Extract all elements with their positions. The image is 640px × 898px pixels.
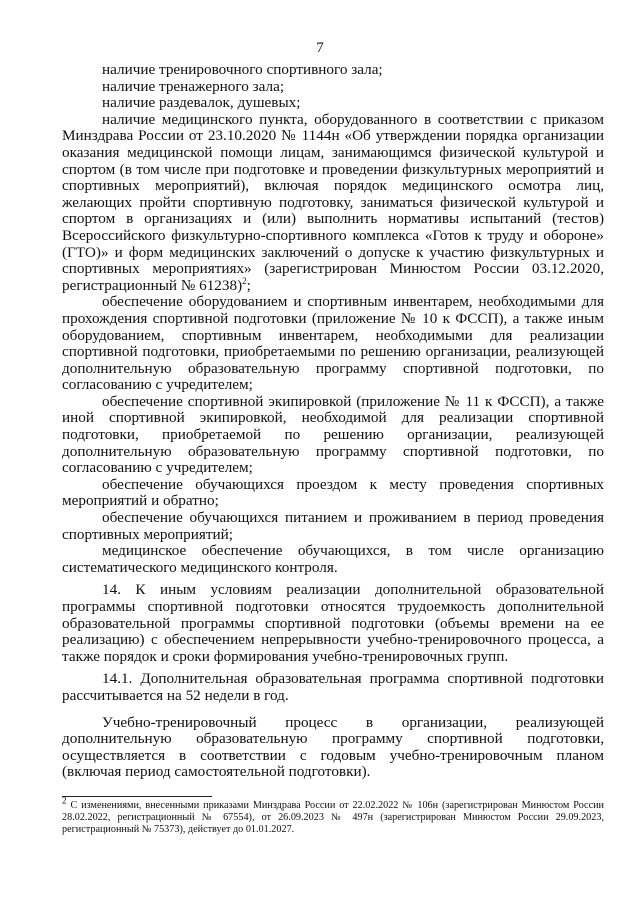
paragraph-gym: наличие тренажерного зала; (102, 77, 285, 95)
paragraph-medical-point-text: наличие медицинского пункта, оборудованного в соответствии с приказом Минздрава России от 23.10.2020 № 1144н «Об утверждении порядка организации оказания медицинской помощи лицам, занимающимся физической культурой и спортом (в том числе при подготовке и проведении физкультурных мероприятий и спортивных мероприятий), включая порядок медицинского осмотра лиц, желающих пройти спортивную подготовку, заниматься физической культурой и спортом в организациях и (или) выполнить нормативы испытаний (тестов) Всероссийского физкультурно-спортивного комплекса «Готов к труду и обороне» (ГТО)» и форм медицинских заключений о допуске к участию физкультурных и спортивных мероприятиях» (зарегистрирован Минюстом России 03.12.2020, регистрационный № 61238) (62, 110, 604, 294)
paragraph-medical-point-tail: ; (246, 276, 251, 294)
footnote-text: С изменениями, внесенными приказами Минздрава России от 22.02.2022 № 106н (зарегистрирован Минюстом России 28.02.2022, регистрационный № 67554), от 26.09.2023 № 497н (зарегистрирован Минюстом России 29.09.2023, регистрационный № 75373), действует до 01.01.2027. (62, 800, 605, 835)
paragraph-section-14: 14. К иным условиям реализации дополнительной образовательной программы спортивной подготовки относятся трудоемкость дополнительной образовательной программы спортивной подготовки (объемы времени на ее реализацию) с обеспечением непрерывности учебно-тренировочного процесса, а также порядок и сроки формирования учебно-тренировочных групп. (62, 581, 604, 665)
paragraph-training-process: Учебно-тренировочный процесс в организации, реализующей дополнительную образовательную программу спортивной подготовки, осуществляется в соответствии с годовым учебно-тренировочным планом (включая период самостоятельной подготовки). (62, 713, 604, 781)
paragraph-changing-rooms: наличие раздевалок, душевых; (102, 94, 301, 112)
footnote-reference: 2 (242, 275, 247, 286)
paragraph-food-lodging: обеспечение обучающихся питанием и проживанием в период проведения спортивных мероприятий; (62, 509, 604, 543)
footnote-divider (62, 796, 212, 797)
paragraph-section-14-1: 14.1. Дополнительная образовательная программа спортивной подготовки рассчитывается на 52 недели в год. (62, 670, 604, 704)
paragraph-equipment: обеспечение оборудованием и спортивным инвентарем, необходимыми для прохождения спортивной подготовки (приложение № 10 к ФССП), а также иным оборудованием, спортивным инвентарем, необходимыми для реализации спортивной подготовки, приобретаемыми по решению организации, реализующей дополнительную образовательную программу спортивной подготовки, по согласованию с учредителем; (62, 293, 604, 394)
paragraph-travel: обеспечение обучающихся проездом к месту проведения спортивных мероприятий и обратно; (62, 475, 604, 510)
footnote (62, 795, 605, 836)
paragraph-medical-point (62, 112, 604, 295)
document-body (62, 62, 604, 781)
page-number: 7 (316, 40, 324, 56)
paragraph-medical-support: медицинское обеспечение обучающихся, в том числе организацию систематического медицинского контроля. (62, 542, 604, 576)
paragraph-sports-gear: обеспечение спортивной экипировкой (приложение № 11 к ФССП), а также иной спортивной экипировкой, необходимой для реализации спортивной подготовки, приобретаемой по решению организации, реализующей дополнительную образовательную программу спортивной подготовки, по согласованию с учредителем; (62, 392, 604, 477)
paragraph-training-hall: наличие тренировочного спортивного зала; (102, 61, 383, 78)
footnote-marker: 2 (62, 795, 67, 806)
